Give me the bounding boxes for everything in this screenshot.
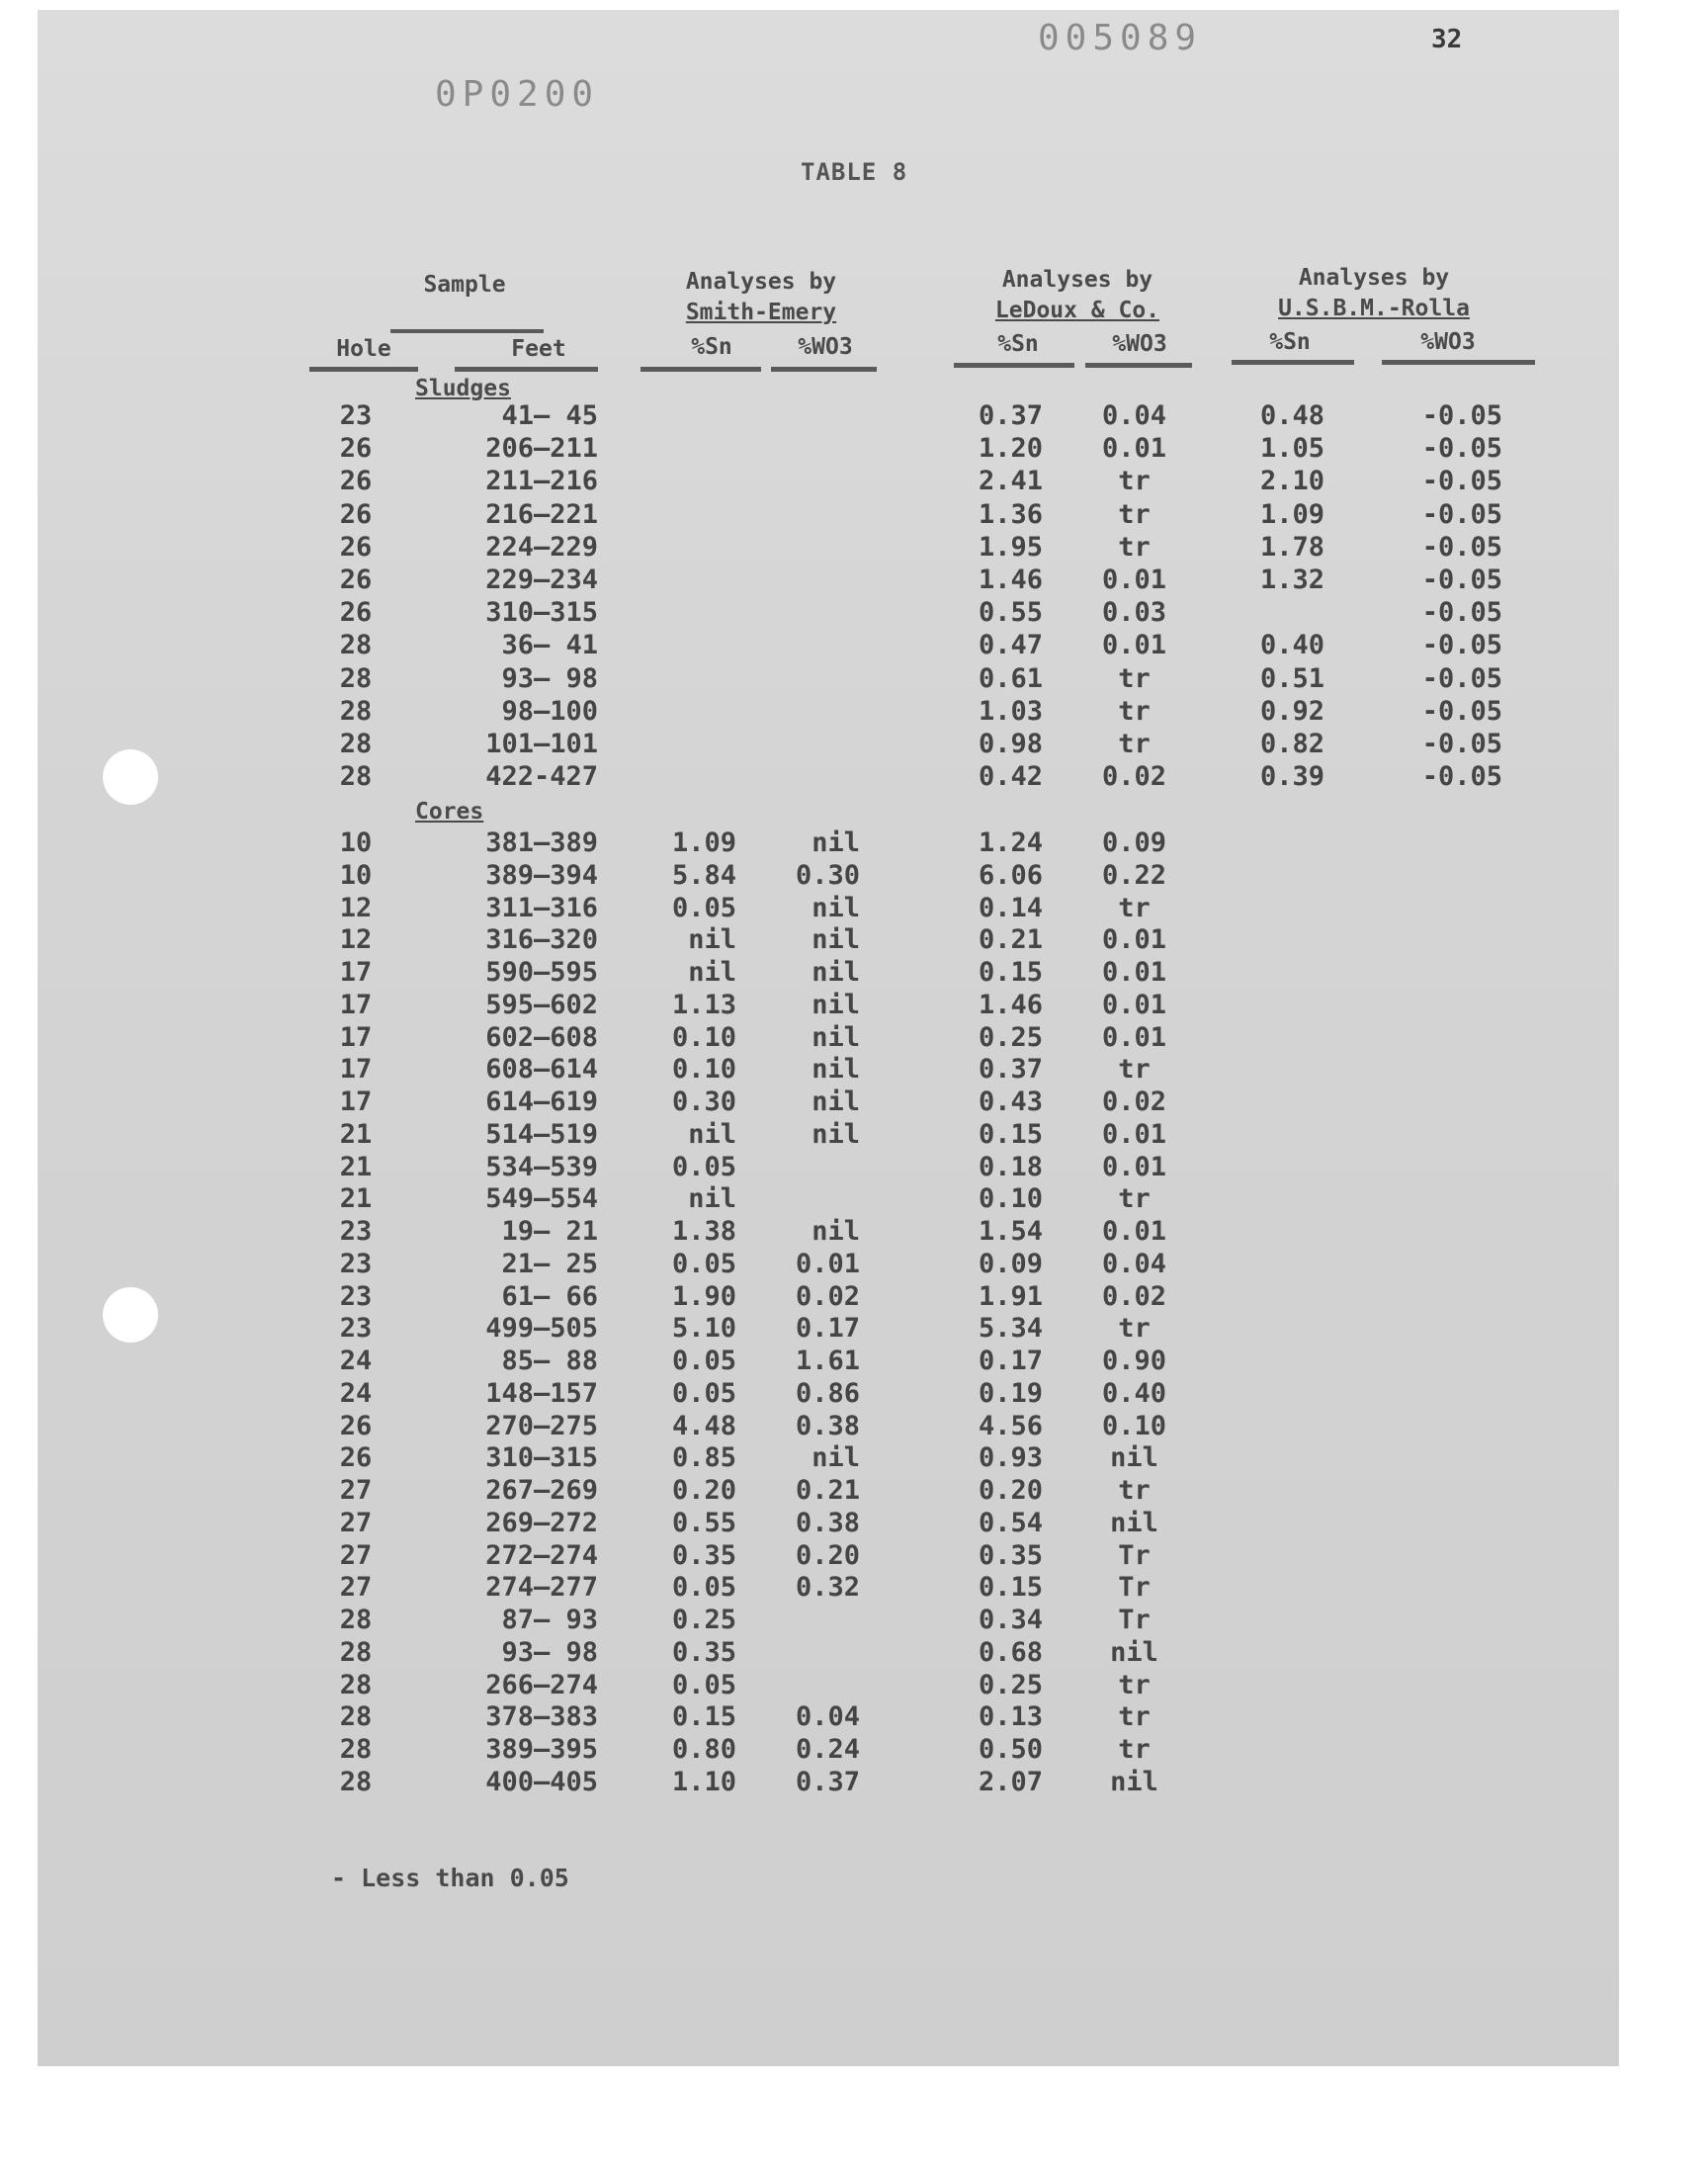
ledoux-sn-cell: 0.47 [978,630,1043,661]
ledoux-wo3-cell: Tr [1118,1572,1151,1604]
ledoux-wo3-cell: tr [1118,531,1151,563]
ledoux-sn-cell: 0.55 [978,597,1043,629]
smith-emery-wo3-cell: 0.86 [795,1377,860,1409]
feet-cell: 549—554 [485,1183,598,1215]
smith-emery-wo3-cell: 0.20 [795,1539,860,1571]
feet-cell: 311—316 [485,892,598,923]
ledoux-sn-cell: 0.25 [978,1669,1043,1700]
ledoux-wo3-cell: 0.04 [1101,1248,1167,1279]
ledoux-wo3-cell: 0.04 [1101,400,1167,431]
smith-emery-sn-cell: 0.35 [671,1636,736,1668]
smith-emery-sn-cell: 0.05 [671,892,736,923]
smith-emery-wo3-cell: 0.30 [795,859,860,891]
ledoux-wo3-cell: 0.01 [1101,989,1167,1020]
hole-cell: 24 [339,1377,373,1409]
smith-emery-sn-cell: 0.10 [671,1021,736,1053]
sample-header: Sample [423,272,506,298]
ledoux-wo3-cell: tr [1118,729,1151,759]
feet-cell: 148—157 [485,1377,598,1409]
ledoux-wo3-cell: tr [1118,662,1151,694]
ledoux-sn-cell: 1.95 [978,531,1043,563]
hole-cell: 27 [339,1475,373,1506]
ledoux-wo3-cell: tr [1118,466,1151,497]
feet-cell: 101—101 [485,729,598,759]
ledoux-sn-cell: 0.50 [978,1734,1043,1765]
feet-underline [455,367,598,372]
smith-emery-sn-cell: 4.48 [671,1410,736,1441]
feet-cell: 85— 88 [501,1346,598,1376]
ledoux-wo3-cell: tr [1118,892,1151,923]
ledoux-wo3-cell: nil [1110,1766,1158,1797]
smith-emery-wo3-cell: 1.61 [795,1346,860,1376]
smith-emery-sn-cell: 1.13 [671,989,736,1020]
smith-emery-sn-cell: 0.05 [671,1377,736,1409]
feet-cell: 400—405 [485,1766,598,1797]
ledoux-wo3-cell: 0.01 [1101,924,1167,956]
ledoux-sn-cell: 0.35 [978,1539,1043,1571]
ledoux-wo3-cell: tr [1118,695,1151,727]
smith-emery-wo3-cell: nil [811,1054,860,1086]
ledoux-sn-cell: 0.09 [978,1248,1043,1279]
ledoux-wo3-cell: tr [1118,1054,1151,1086]
hole-cell: 28 [339,1701,373,1733]
ledoux-sn-cell: 0.20 [978,1475,1043,1506]
ledoux-wo3-cell: 0.01 [1101,630,1167,661]
smith-emery-wo3-cell: 0.21 [795,1475,860,1506]
ledoux-wo3-cell: 0.90 [1101,1346,1167,1376]
usbm-header-line1: Analyses by [1298,265,1450,291]
feet-cell: 595—602 [485,989,598,1020]
hole-cell: 23 [339,1248,373,1279]
ledoux-header-line1: Analyses by [1001,267,1153,293]
feet-cell: 590—595 [485,957,598,988]
ledoux-wo3-cell: 0.01 [1101,1151,1167,1182]
ledoux-sn-cell: 0.15 [978,1572,1043,1604]
smith-emery-sn-cell: 0.55 [671,1507,736,1538]
usbm-sn-header: %Sn [1269,329,1311,355]
hole-cell: 26 [339,531,373,563]
smith-emery-sn-cell: 5.84 [671,859,736,891]
hole-cell: 26 [339,466,373,497]
smith-emery-sn-cell: nil [688,1183,736,1215]
feet-cell: 93— 98 [501,662,598,694]
hole-cell: 17 [339,1087,373,1117]
ledoux-wo3-cell: nil [1110,1442,1158,1474]
usbm-header-line2: U.S.B.M.-Rolla [1278,296,1470,321]
page-number: 32 [1431,25,1463,54]
cores-section-label: Cores [415,799,484,825]
ledoux-wo3-cell: 0.40 [1101,1377,1167,1409]
smith-emery-sn-underline [640,367,761,372]
ledoux-sn-cell: 0.15 [978,1118,1043,1150]
feet-cell: 608—614 [485,1054,598,1086]
usbm-wo3-cell: -0.05 [1421,498,1502,530]
footnote: - Less than 0.05 [331,1864,569,1892]
ledoux-sn-cell: 4.56 [978,1410,1043,1441]
ledoux-wo3-cell: tr [1118,1701,1151,1733]
hole-cell: 17 [339,1021,373,1053]
hole-cell: 17 [339,989,373,1020]
ledoux-sn-cell: 0.17 [978,1346,1043,1376]
ledoux-sn-cell: 2.07 [978,1766,1043,1797]
ledoux-wo3-underline [1085,363,1192,368]
usbm-wo3-cell: -0.05 [1421,695,1502,727]
smith-emery-sn-cell: 0.30 [671,1087,736,1117]
usbm-wo3-cell: -0.05 [1421,630,1502,661]
smith-emery-sn-header: %Sn [691,334,732,360]
smith-emery-wo3-cell: nil [811,989,860,1020]
smith-emery-wo3-header: %WO3 [798,334,853,360]
ledoux-sn-cell: 0.14 [978,892,1043,923]
ledoux-wo3-cell: tr [1118,1734,1151,1765]
ledoux-wo3-cell: 0.03 [1101,597,1167,629]
usbm-sn-cell: 0.92 [1259,695,1324,727]
smith-emery-wo3-cell: nil [811,957,860,988]
smith-emery-wo3-underline [771,367,877,372]
ledoux-wo3-cell: 0.02 [1101,761,1167,793]
usbm-sn-cell: 0.82 [1259,729,1324,759]
ledoux-sn-cell: 1.36 [978,498,1043,530]
ledoux-wo3-cell: tr [1118,1313,1151,1345]
smith-emery-wo3-cell: nil [811,1118,860,1150]
ledoux-sn-cell: 0.15 [978,957,1043,988]
ledoux-sn-cell: 0.42 [978,761,1043,793]
smith-emery-wo3-cell: nil [811,1442,860,1474]
ledoux-sn-cell: 1.91 [978,1280,1043,1312]
ledoux-wo3-cell: 0.01 [1101,1118,1167,1150]
ledoux-sn-cell: 0.10 [978,1183,1043,1215]
smith-emery-header-line1: Analyses by [685,269,837,295]
smith-emery-sn-cell: 0.80 [671,1734,736,1765]
usbm-sn-cell: 2.10 [1259,466,1324,497]
smith-emery-wo3-cell: 0.38 [795,1410,860,1441]
ledoux-wo3-cell: nil [1110,1636,1158,1668]
hole-cell: 28 [339,630,373,661]
ledoux-sn-cell: 1.20 [978,433,1043,465]
feet-cell: 93— 98 [501,1636,598,1668]
hole-cell: 24 [339,1346,373,1376]
usbm-wo3-header: %WO3 [1420,329,1476,355]
ledoux-sn-cell: 0.25 [978,1021,1043,1053]
hole-cell: 17 [339,1054,373,1086]
hole-cell: 28 [339,662,373,694]
hole-cell: 28 [339,1766,373,1797]
hole-cell: 28 [339,1605,373,1635]
smith-emery-header-line2: Smith-Emery [685,300,837,325]
smith-emery-sn-cell: 0.85 [671,1442,736,1474]
hole-cell: 10 [339,859,373,891]
usbm-wo3-cell: -0.05 [1421,565,1502,595]
usbm-wo3-cell: -0.05 [1421,400,1502,431]
feet-cell: 310—315 [485,1442,598,1474]
smith-emery-sn-cell: 0.05 [671,1248,736,1279]
feet-cell: 378—383 [485,1701,598,1733]
feet-cell: 98—100 [501,695,598,727]
ledoux-wo3-cell: 0.02 [1101,1087,1167,1117]
hole-underline [309,367,418,372]
usbm-sn-cell: 1.05 [1259,433,1324,465]
feet-cell: 389—395 [485,1734,598,1765]
smith-emery-sn-cell: 1.09 [671,827,736,858]
feet-cell: 87— 93 [501,1605,598,1635]
feet-cell: 224—229 [485,531,598,563]
smith-emery-wo3-cell: 0.02 [795,1280,860,1312]
hole-cell: 27 [339,1539,373,1571]
feet-cell: 41— 45 [501,400,598,431]
ledoux-sn-cell: 1.46 [978,989,1043,1020]
ledoux-sn-cell: 1.03 [978,695,1043,727]
hole-cell: 26 [339,597,373,629]
hole-cell: 27 [339,1507,373,1538]
smith-emery-sn-cell: 0.05 [671,1151,736,1182]
smith-emery-sn-cell: 0.05 [671,1669,736,1700]
hole-cell: 21 [339,1151,373,1182]
feet-cell: 534—539 [485,1151,598,1182]
ledoux-sn-cell: 1.54 [978,1216,1043,1247]
smith-emery-wo3-cell: nil [811,1216,860,1247]
smith-emery-wo3-cell: 0.17 [795,1313,860,1345]
feet-cell: 211—216 [485,466,598,497]
hole-cell: 10 [339,827,373,858]
ledoux-sn-cell: 5.34 [978,1313,1043,1345]
ledoux-sn-underline [954,363,1074,368]
smith-emery-wo3-cell: 0.24 [795,1734,860,1765]
smith-emery-wo3-cell: nil [811,1087,860,1117]
punch-hole [103,749,158,805]
smith-emery-wo3-cell: 0.32 [795,1572,860,1604]
ledoux-wo3-cell: tr [1118,1669,1151,1700]
hole-cell: 21 [339,1118,373,1150]
hole-cell: 28 [339,695,373,727]
feet-cell: 602—608 [485,1021,598,1053]
hole-cell: 28 [339,761,373,793]
ledoux-sn-cell: 0.21 [978,924,1043,956]
smith-emery-sn-cell: nil [688,957,736,988]
usbm-sn-cell: 1.32 [1259,565,1324,595]
hole-cell: 12 [339,892,373,923]
feet-cell: 229—234 [485,565,598,595]
ledoux-wo3-cell: 0.09 [1101,827,1167,858]
ledoux-sn-cell: 6.06 [978,859,1043,891]
usbm-wo3-cell: -0.05 [1421,729,1502,759]
document-number-stamp: 005089 [1038,18,1203,58]
smith-emery-sn-cell: 0.35 [671,1539,736,1571]
ledoux-wo3-cell: 0.01 [1101,433,1167,465]
smith-emery-wo3-cell: nil [811,1021,860,1053]
hole-cell: 26 [339,1410,373,1441]
usbm-wo3-underline [1382,360,1535,365]
smith-emery-sn-cell: 0.05 [671,1572,736,1604]
feet-cell: 267—269 [485,1475,598,1506]
ledoux-wo3-cell: 0.10 [1101,1410,1167,1441]
smith-emery-sn-cell: 5.10 [671,1313,736,1345]
ledoux-wo3-cell: Tr [1118,1605,1151,1635]
feet-cell: 270—275 [485,1410,598,1441]
hole-cell: 26 [339,1442,373,1474]
ledoux-sn-cell: 2.41 [978,466,1043,497]
feet-cell: 422-427 [485,761,598,793]
hole-cell: 28 [339,1734,373,1765]
ledoux-sn-cell: 0.98 [978,729,1043,759]
hole-cell: 23 [339,1280,373,1312]
ledoux-wo3-cell: 0.01 [1101,565,1167,595]
ledoux-sn-cell: 0.19 [978,1377,1043,1409]
feet-cell: 36— 41 [501,630,598,661]
ledoux-sn-cell: 0.34 [978,1605,1043,1635]
ledoux-sn-cell: 0.61 [978,662,1043,694]
usbm-sn-cell: 0.40 [1259,630,1324,661]
ledoux-sn-cell: 0.54 [978,1507,1043,1538]
smith-emery-sn-cell: 1.38 [671,1216,736,1247]
feet-cell: 499—505 [485,1313,598,1345]
ledoux-sn-cell: 0.13 [978,1701,1043,1733]
ledoux-sn-cell: 0.93 [978,1442,1043,1474]
hole-header: Hole [336,336,391,362]
usbm-wo3-cell: -0.05 [1421,597,1502,629]
ledoux-wo3-cell: Tr [1118,1539,1151,1571]
ledoux-sn-cell: 0.43 [978,1087,1043,1117]
hole-cell: 26 [339,565,373,595]
sample-underline [390,329,544,333]
usbm-wo3-cell: -0.05 [1421,433,1502,465]
smith-emery-sn-cell: 0.20 [671,1475,736,1506]
ledoux-sn-cell: 1.24 [978,827,1043,858]
ledoux-sn-cell: 0.68 [978,1636,1043,1668]
ledoux-wo3-cell: 0.01 [1101,1216,1167,1247]
ledoux-sn-cell: 0.37 [978,400,1043,431]
feet-cell: 381—389 [485,827,598,858]
hole-cell: 23 [339,1216,373,1247]
punch-hole [103,1287,158,1343]
smith-emery-wo3-cell: 0.37 [795,1766,860,1797]
hole-cell: 17 [339,957,373,988]
feet-cell: 216—221 [485,498,598,530]
feet-cell: 269—272 [485,1507,598,1538]
feet-cell: 266—274 [485,1669,598,1700]
feet-cell: 389—394 [485,859,598,891]
smith-emery-sn-cell: 0.25 [671,1605,736,1635]
sludges-section-label: Sludges [415,376,511,401]
smith-emery-sn-cell: nil [688,1118,736,1150]
smith-emery-sn-cell: 0.15 [671,1701,736,1733]
usbm-sn-cell: 0.51 [1259,662,1324,694]
ledoux-sn-cell: 0.37 [978,1054,1043,1086]
feet-cell: 310—315 [485,597,598,629]
smith-emery-wo3-cell: nil [811,924,860,956]
usbm-sn-cell: 0.39 [1259,761,1324,793]
usbm-sn-underline [1232,360,1354,365]
usbm-wo3-cell: -0.05 [1421,531,1502,563]
ledoux-wo3-cell: tr [1118,1183,1151,1215]
ledoux-wo3-cell: 0.02 [1101,1280,1167,1312]
hole-cell: 23 [339,400,373,431]
usbm-wo3-cell: -0.05 [1421,466,1502,497]
hole-cell: 23 [339,1313,373,1345]
ledoux-sn-cell: 0.18 [978,1151,1043,1182]
usbm-sn-cell: 1.78 [1259,531,1324,563]
ledoux-header-line2: LeDoux & Co. [994,298,1160,323]
hole-cell: 28 [339,729,373,759]
ledoux-sn-header: %Sn [997,331,1039,357]
usbm-wo3-cell: -0.05 [1421,761,1502,793]
usbm-sn-cell: 1.09 [1259,498,1324,530]
hole-cell: 28 [339,1669,373,1700]
table-title: TABLE 8 [801,158,908,186]
smith-emery-wo3-cell: 0.04 [795,1701,860,1733]
feet-cell: 614—619 [485,1087,598,1117]
smith-emery-wo3-cell: 0.38 [795,1507,860,1538]
feet-cell: 19— 21 [501,1216,598,1247]
usbm-sn-cell: 0.48 [1259,400,1324,431]
ledoux-wo3-cell: 0.22 [1101,859,1167,891]
smith-emery-sn-cell: 0.10 [671,1054,736,1086]
smith-emery-sn-cell: nil [688,924,736,956]
feet-cell: 206—211 [485,433,598,465]
ledoux-wo3-header: %WO3 [1112,331,1167,357]
usbm-wo3-cell: -0.05 [1421,662,1502,694]
ledoux-wo3-cell: 0.01 [1101,1021,1167,1053]
smith-emery-wo3-cell: nil [811,827,860,858]
smith-emery-wo3-cell: 0.01 [795,1248,860,1279]
ledoux-sn-cell: 1.46 [978,565,1043,595]
secondary-number-stamp: 0P0200 [435,74,600,115]
hole-cell: 26 [339,433,373,465]
ledoux-wo3-cell: 0.01 [1101,957,1167,988]
ledoux-wo3-cell: nil [1110,1507,1158,1538]
hole-cell: 27 [339,1572,373,1604]
feet-cell: 274—277 [485,1572,598,1604]
smith-emery-sn-cell: 0.05 [671,1346,736,1376]
hole-cell: 21 [339,1183,373,1215]
feet-header: Feet [511,336,566,362]
feet-cell: 316—320 [485,924,598,956]
feet-cell: 21— 25 [501,1248,598,1279]
smith-emery-wo3-cell: nil [811,892,860,923]
hole-cell: 28 [339,1636,373,1668]
feet-cell: 61— 66 [501,1280,598,1312]
hole-cell: 12 [339,924,373,956]
feet-cell: 514—519 [485,1118,598,1150]
smith-emery-sn-cell: 1.10 [671,1766,736,1797]
ledoux-wo3-cell: tr [1118,1475,1151,1506]
ledoux-wo3-cell: tr [1118,498,1151,530]
smith-emery-sn-cell: 1.90 [671,1280,736,1312]
feet-cell: 272—274 [485,1539,598,1571]
hole-cell: 26 [339,498,373,530]
